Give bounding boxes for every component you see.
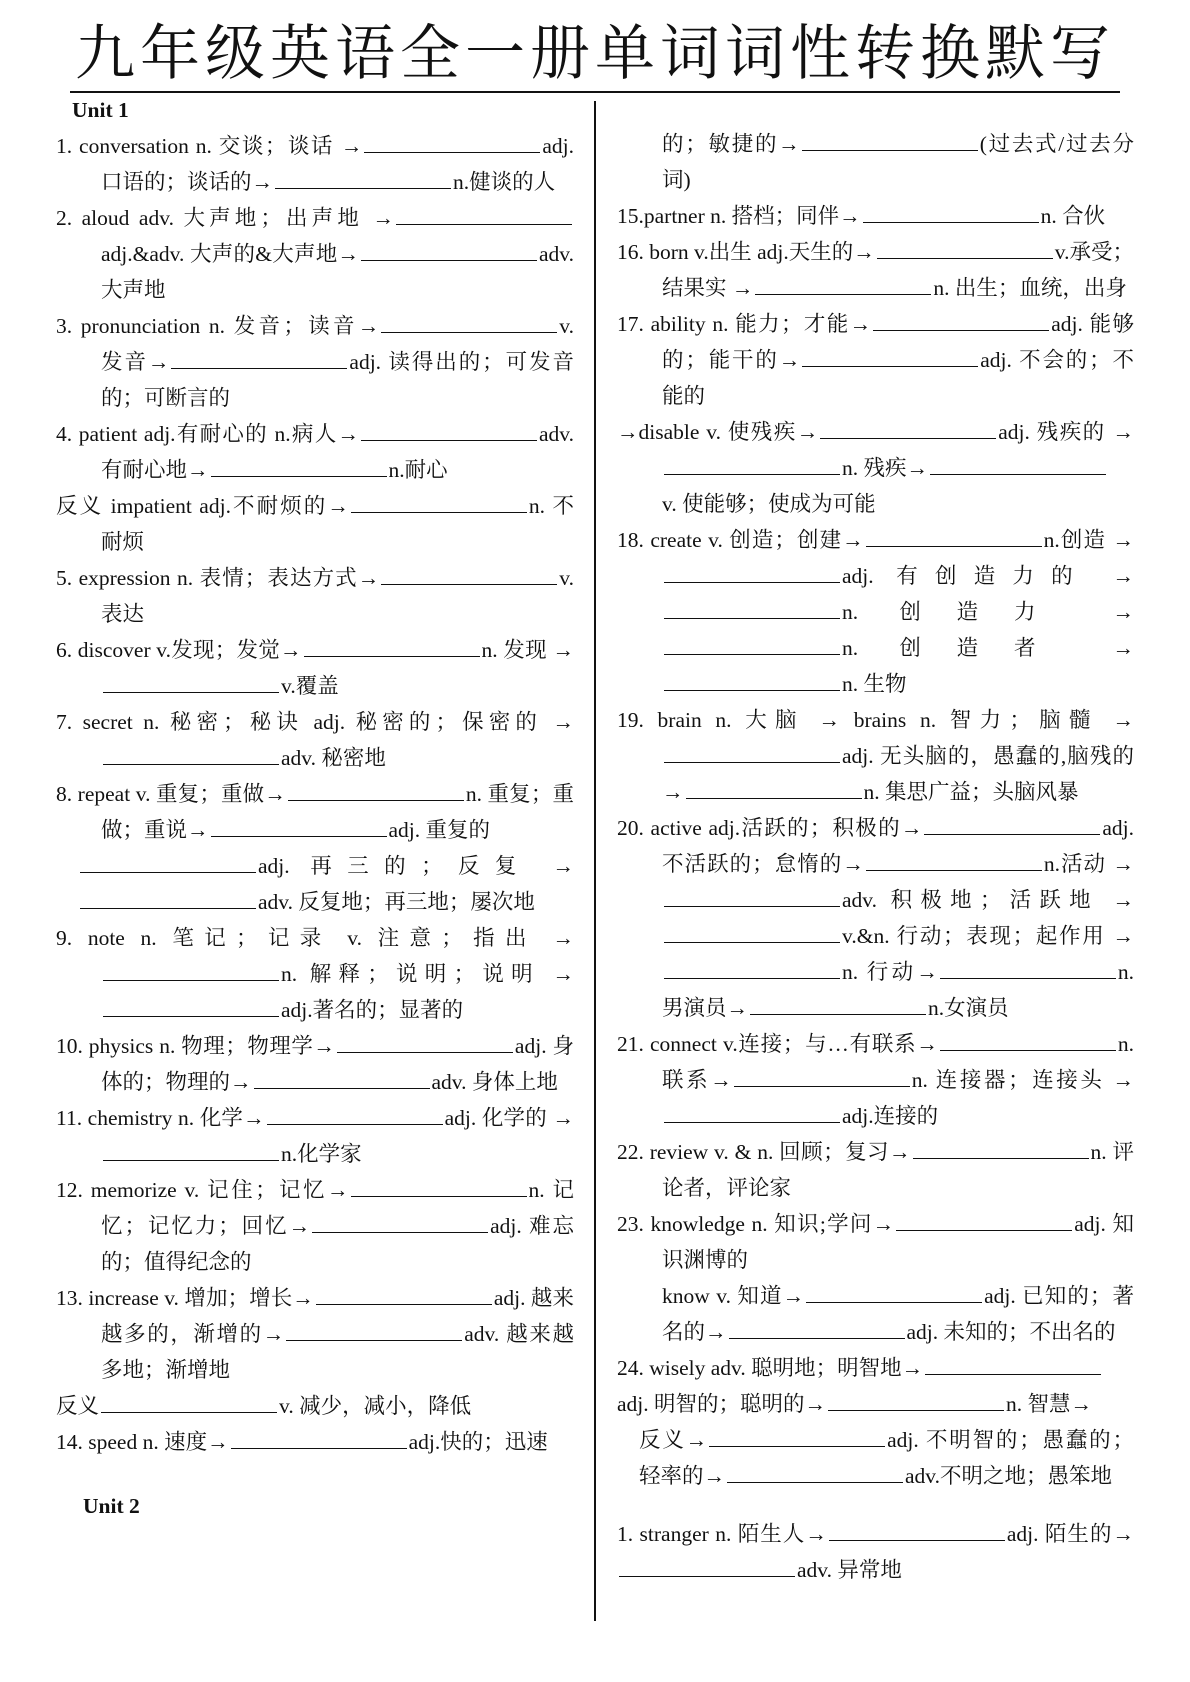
entry-22: 22. review v. & n. 回顾；复习→ n. 评论者，评论家	[617, 1134, 1134, 1206]
answer-blank[interactable]	[806, 1278, 982, 1303]
answer-blank[interactable]	[863, 198, 1039, 223]
answer-blank[interactable]	[101, 1388, 277, 1413]
answer-blank[interactable]	[312, 1208, 488, 1233]
entry-13-antonym: 反义 v. 减少，减小，降低	[56, 1388, 574, 1424]
answer-blank[interactable]	[337, 1028, 513, 1053]
answer-blank[interactable]	[913, 1134, 1089, 1159]
answer-blank[interactable]	[231, 1424, 407, 1449]
entry-7: 7. secret n. 秘密；秘诀 adj. 秘密的；保密的 →adv. 秘密地	[56, 710, 574, 770]
answer-blank[interactable]	[664, 666, 840, 691]
entry-24-antonym: 反义→ adj. 不明智的；愚蠢的；轻率的→ adv.不明之地；愚笨地	[617, 1422, 1134, 1494]
entry-15: 15.partner n. 搭档；同伴→ n. 合伙	[617, 198, 1134, 234]
unit-2-heading: Unit 2	[83, 1494, 140, 1518]
answer-blank[interactable]	[940, 954, 1116, 979]
answer-blank[interactable]	[873, 306, 1049, 331]
answer-blank[interactable]	[734, 1062, 910, 1087]
answer-blank[interactable]	[866, 522, 1042, 547]
answer-blank[interactable]	[211, 452, 387, 477]
answer-blank[interactable]	[664, 630, 840, 655]
column-divider	[594, 101, 596, 1621]
answer-blank[interactable]	[304, 632, 480, 657]
entry-4: 4. patient adj.有耐心的 n.病人→ adv. 有耐心地→ n.耐心	[56, 416, 574, 488]
entry-14-cont: 的；敏捷的→ (过去式/过去分词)	[617, 126, 1134, 198]
entry-18: 18. create v. 创造；创建→ n.创造 →adj. 有创造力的 →n. 创造力 →n. 创造者 →n. 生物	[617, 522, 1134, 702]
entry-10: 10. physics n. 物理；物理学→ adj. 身体的；物理的→ adv. 身体上地	[56, 1028, 574, 1100]
entry-19: 19. brain n. 大脑 → brains n. 智力；脑髓 →adj. 无头脑的，愚蠢的,脑残的→ n. 集思广益；头脑风暴	[617, 708, 1134, 804]
entry-24: 24. wisely adv. 聪明地；明智地→	[617, 1350, 1134, 1386]
entry-8-cont: adj. 再三的；反复 →adv. 反复地；再三地；屡次地	[56, 848, 574, 920]
left-column	[56, 92, 574, 1524]
answer-blank[interactable]	[619, 1552, 795, 1577]
answer-blank[interactable]	[802, 126, 978, 151]
answer-blank[interactable]	[896, 1206, 1072, 1231]
answer-blank[interactable]	[364, 128, 540, 153]
answer-blank[interactable]	[828, 1386, 1004, 1411]
entry-12: 12. memorize v. 记住；记忆→ n. 记忆；记忆力；回忆→ adj. 难忘的；值得纪念的	[56, 1172, 574, 1280]
answer-blank[interactable]	[709, 1422, 885, 1447]
answer-blank[interactable]	[924, 810, 1100, 835]
entry-14: 14. speed n. 速度→ adj.快的；迅速	[56, 1424, 574, 1460]
entry-4-antonym: 反义 impatient adj.不耐烦的→ n. 不耐烦	[56, 488, 574, 560]
answer-blank[interactable]	[351, 1172, 527, 1197]
entry-13: 13. increase v. 增加；增长→ adj. 越来越多的，渐增的→ adv. 越来越多地；渐增地	[56, 1280, 574, 1388]
answer-blank[interactable]	[727, 1458, 903, 1483]
answer-blank[interactable]	[396, 200, 572, 225]
answer-blank[interactable]	[664, 594, 840, 619]
answer-blank[interactable]	[729, 1314, 905, 1339]
answer-blank[interactable]	[211, 812, 387, 837]
answer-blank[interactable]	[750, 990, 926, 1015]
answer-blank[interactable]	[686, 774, 862, 799]
entry-23: 23. knowledge n. 知识;学问→ adj. 知识渊博的	[617, 1206, 1134, 1278]
unit2-entry-1: 1. stranger n. 陌生人→ adj. 陌生的→adv. 异常地	[617, 1516, 1134, 1588]
entry-20: 20. active adj.活跃的；积极的→ adj. 不活跃的；怠惰的→ n.活动 →adv. 积极地；活跃地 →v.&n. 行动；表现；起作用 →n. 行动→ n.男演员→ n.女演员	[617, 810, 1134, 1026]
answer-blank[interactable]	[80, 884, 256, 909]
entry-16: 16. born v.出生 adj.天生的→ v.承受；结果实 → n. 出生；血统，出身	[617, 234, 1134, 306]
answer-blank[interactable]	[930, 450, 1106, 475]
entry-6: 6. discover v.发现；发觉→ n. 发现 →v.覆盖	[56, 632, 574, 704]
answer-blank[interactable]	[820, 414, 996, 439]
entry-8: 8. repeat v. 重复；重做→ n. 重复；重做；重说→ adj. 重复的	[56, 776, 574, 848]
answer-blank[interactable]	[316, 1280, 492, 1305]
answer-blank[interactable]	[877, 234, 1053, 259]
answer-blank[interactable]	[286, 1316, 462, 1341]
answer-blank[interactable]	[361, 416, 537, 441]
answer-blank[interactable]	[664, 738, 840, 763]
answer-blank[interactable]	[381, 308, 557, 333]
answer-blank[interactable]	[802, 342, 978, 367]
answer-blank[interactable]	[103, 992, 279, 1017]
answer-blank[interactable]	[267, 1100, 443, 1125]
answer-blank[interactable]	[664, 882, 840, 907]
answer-blank[interactable]	[351, 488, 527, 513]
entry-1: 1. conversation n. 交谈；谈话 → adj. 口语的；谈话的→ n.健谈的人	[56, 128, 574, 200]
answer-blank[interactable]	[664, 954, 840, 979]
answer-blank[interactable]	[103, 956, 279, 981]
answer-blank[interactable]	[103, 1136, 279, 1161]
answer-blank[interactable]	[664, 450, 840, 475]
answer-blank[interactable]	[925, 1350, 1101, 1375]
answer-blank[interactable]	[80, 848, 256, 873]
answer-blank[interactable]	[254, 1064, 430, 1089]
answer-blank[interactable]	[664, 918, 840, 943]
unit-1-heading: Unit 1	[72, 98, 129, 122]
answer-blank[interactable]	[171, 344, 347, 369]
answer-blank[interactable]	[664, 1098, 840, 1123]
answer-blank[interactable]	[103, 668, 279, 693]
answer-blank[interactable]	[103, 740, 279, 765]
answer-blank[interactable]	[288, 776, 464, 801]
right-column	[617, 126, 1134, 1588]
answer-blank[interactable]	[755, 270, 931, 295]
answer-blank[interactable]	[940, 1026, 1116, 1051]
entry-23-know: know v. 知道→ adj. 已知的；著名的→ adj. 未知的；不出名的	[617, 1278, 1134, 1350]
entry-2: 2. aloud adv. 大声地；出声地 →adj.&adv. 大声的&大声地→ adv. 大声地	[56, 200, 574, 308]
answer-blank[interactable]	[829, 1516, 1005, 1541]
page-title: 九年级英语全一册单词词性转换默写	[75, 21, 1115, 87]
entry-11: 11. chemistry n. 化学→ adj. 化学的 →n.化学家	[56, 1100, 574, 1172]
entry-3: 3. pronunciation n. 发音；读音→ v. 发音→ adj. 读得出的；可发音的；可断言的	[56, 308, 574, 416]
entry-17-disable: →disable v. 使残疾→ adj. 残疾的 →n. 残疾→	[617, 414, 1134, 486]
entry-17-enable: v. 使能够；使成为可能	[662, 492, 876, 516]
answer-blank[interactable]	[866, 846, 1042, 871]
answer-blank[interactable]	[381, 560, 557, 585]
entry-9: 9. note n. 笔记；记录 v. 注意；指出 →n. 解释；说明；说明 →adj.著名的；显著的	[56, 926, 574, 1022]
answer-blank[interactable]	[275, 164, 451, 189]
entry-24-cont: adj. 明智的；聪明的→ n. 智慧→	[617, 1386, 1134, 1422]
section-gap	[617, 1494, 1134, 1516]
entry-21: 21. connect v.连接；与…有联系→ n. 联系→ n. 连接器；连接头 →adj.连接的	[617, 1026, 1134, 1134]
entry-5: 5. expression n. 表情；表达方式→ v. 表达	[56, 560, 574, 632]
answer-blank[interactable]	[361, 236, 537, 261]
entry-17: 17. ability n. 能力；才能→ adj. 能够的；能干的→ adj. 不会的；不能的	[617, 306, 1134, 414]
answer-blank[interactable]	[664, 558, 840, 583]
